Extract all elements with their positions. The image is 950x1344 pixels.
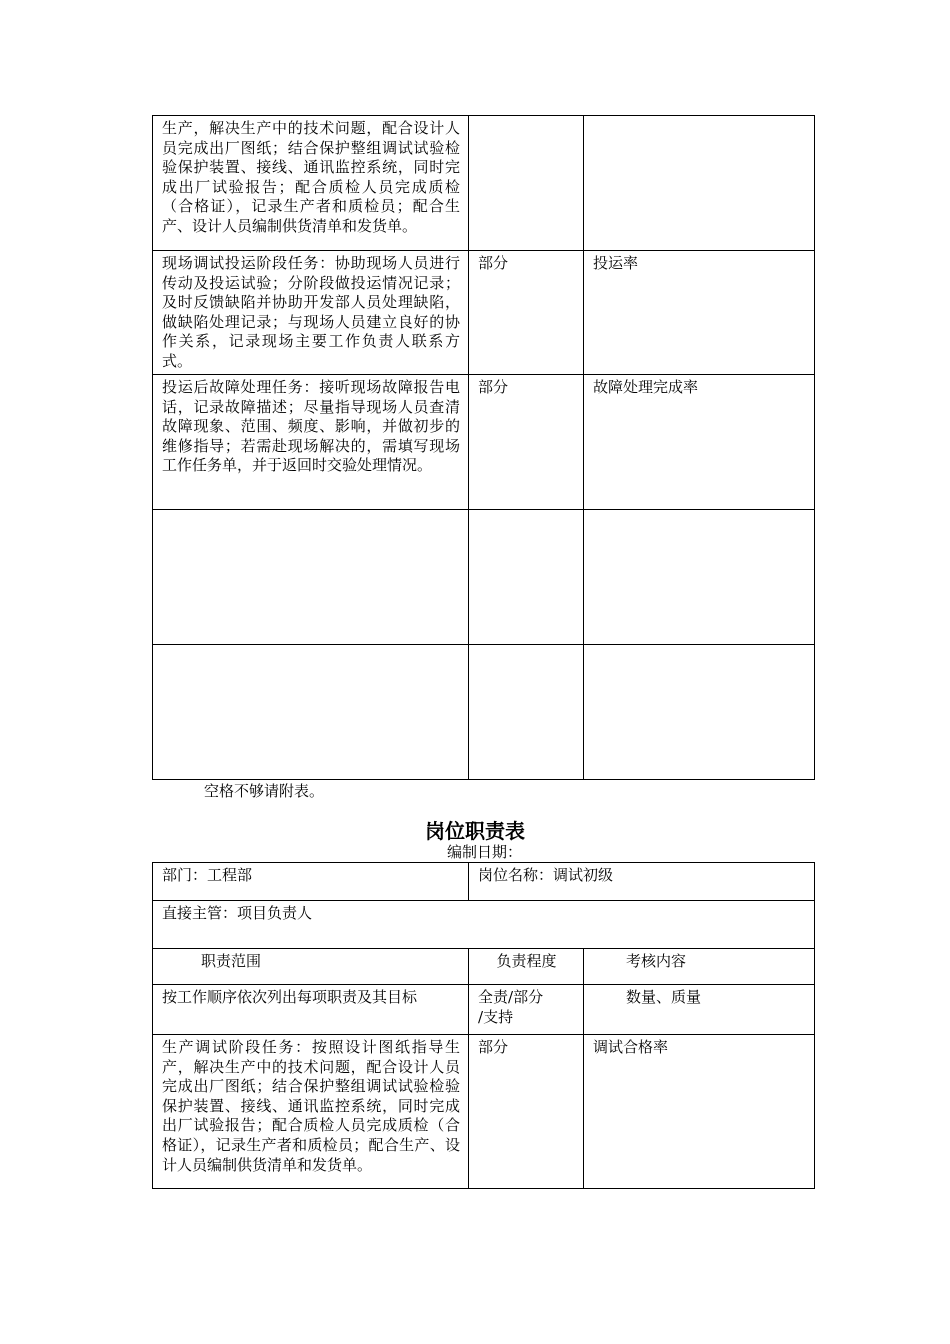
table-row	[153, 251, 815, 375]
table-row	[153, 645, 815, 780]
duty-scope-subheader: 按工作顺序依次列出每项职责及其目标	[153, 985, 469, 1035]
assess-cell	[584, 510, 815, 645]
responsibility-level-subheader	[469, 985, 584, 1035]
table-row	[153, 863, 815, 901]
table-row	[153, 510, 815, 645]
job-duty-form-table	[152, 862, 815, 1189]
table-row	[153, 1035, 815, 1189]
footnote-text: 空格不够请附表。	[204, 782, 325, 800]
date-label: 编制日期：	[447, 843, 523, 861]
assess-cell	[584, 645, 815, 780]
duty-cell	[153, 510, 469, 645]
level-cell	[469, 510, 584, 645]
level-cell	[469, 645, 584, 780]
header-row	[153, 949, 815, 985]
duty-continuation-table	[152, 115, 815, 780]
assessment-subheader: 数量、质量	[584, 985, 815, 1035]
duty-scope-header: 职责范围	[153, 949, 469, 985]
table-row	[153, 901, 815, 949]
level-cell: 部分	[469, 1035, 584, 1189]
duty-cell: 生产，解决生产中的技术问题，配合设计人员完成出厂图纸；结合保护整组调试试验检验保护装置、接线、通讯监控系统，同时完成出厂试验报告；配合质检人员完成质检（合格证），记录生产者和质检员；配合生产、设计人员编制供货清单和发货单。	[153, 116, 469, 251]
position-name-cell: 岗位名称：调试初级	[469, 863, 815, 901]
level-cell	[469, 116, 584, 251]
subheader-row	[153, 985, 815, 1035]
duty-cell: 生产调试阶段任务：按照设计图纸指导生产，解决生产中的技术问题，配合设计人员完成出厂图纸；结合保护整组调试试验检验保护装置、接线、通讯监控系统，同时完成出厂试验报告；配合质检人员完成质检（合格证），记录生产者和质检员；配合生产、设计人员编制供货清单和发货单。	[153, 1035, 469, 1189]
table-row	[153, 375, 815, 510]
assess-cell: 调试合格率	[584, 1035, 815, 1189]
assess-cell	[584, 116, 815, 251]
assessment-header: 考核内容	[584, 949, 815, 985]
supervisor-cell: 直接主管：项目负责人	[153, 901, 815, 949]
table-row	[153, 116, 815, 251]
level-option-line: 全责/部分	[478, 988, 544, 1006]
duty-cell: 投运后故障处理任务：接听现场故障报告电话，记录故障描述；尽量指导现场人员查清故障现象、范围、频度、影响，并做初步的维修指导；若需赴现场解决的，需填写现场工作任务单，并于返回时交验处理情况。	[153, 375, 469, 510]
level-cell: 部分	[469, 375, 584, 510]
assess-cell: 故障处理完成率	[584, 375, 815, 510]
department-cell: 部门：工程部	[153, 863, 469, 901]
level-option-line: /支持	[478, 1007, 514, 1026]
duty-cell	[153, 645, 469, 780]
duty-cell: 现场调试投运阶段任务：协助现场人员进行传动及投运试验；分阶段做投运情况记录；及时反馈缺陷并协助开发部人员处理缺陷，做缺陷处理记录；与现场人员建立良好的协作关系，记录现场主要工作负责人联系方式。	[153, 251, 469, 375]
form-title: 岗位职责表	[425, 819, 525, 843]
level-cell: 部分	[469, 251, 584, 375]
assess-cell: 投运率	[584, 251, 815, 375]
responsibility-level-header: 负责程度	[469, 949, 584, 985]
